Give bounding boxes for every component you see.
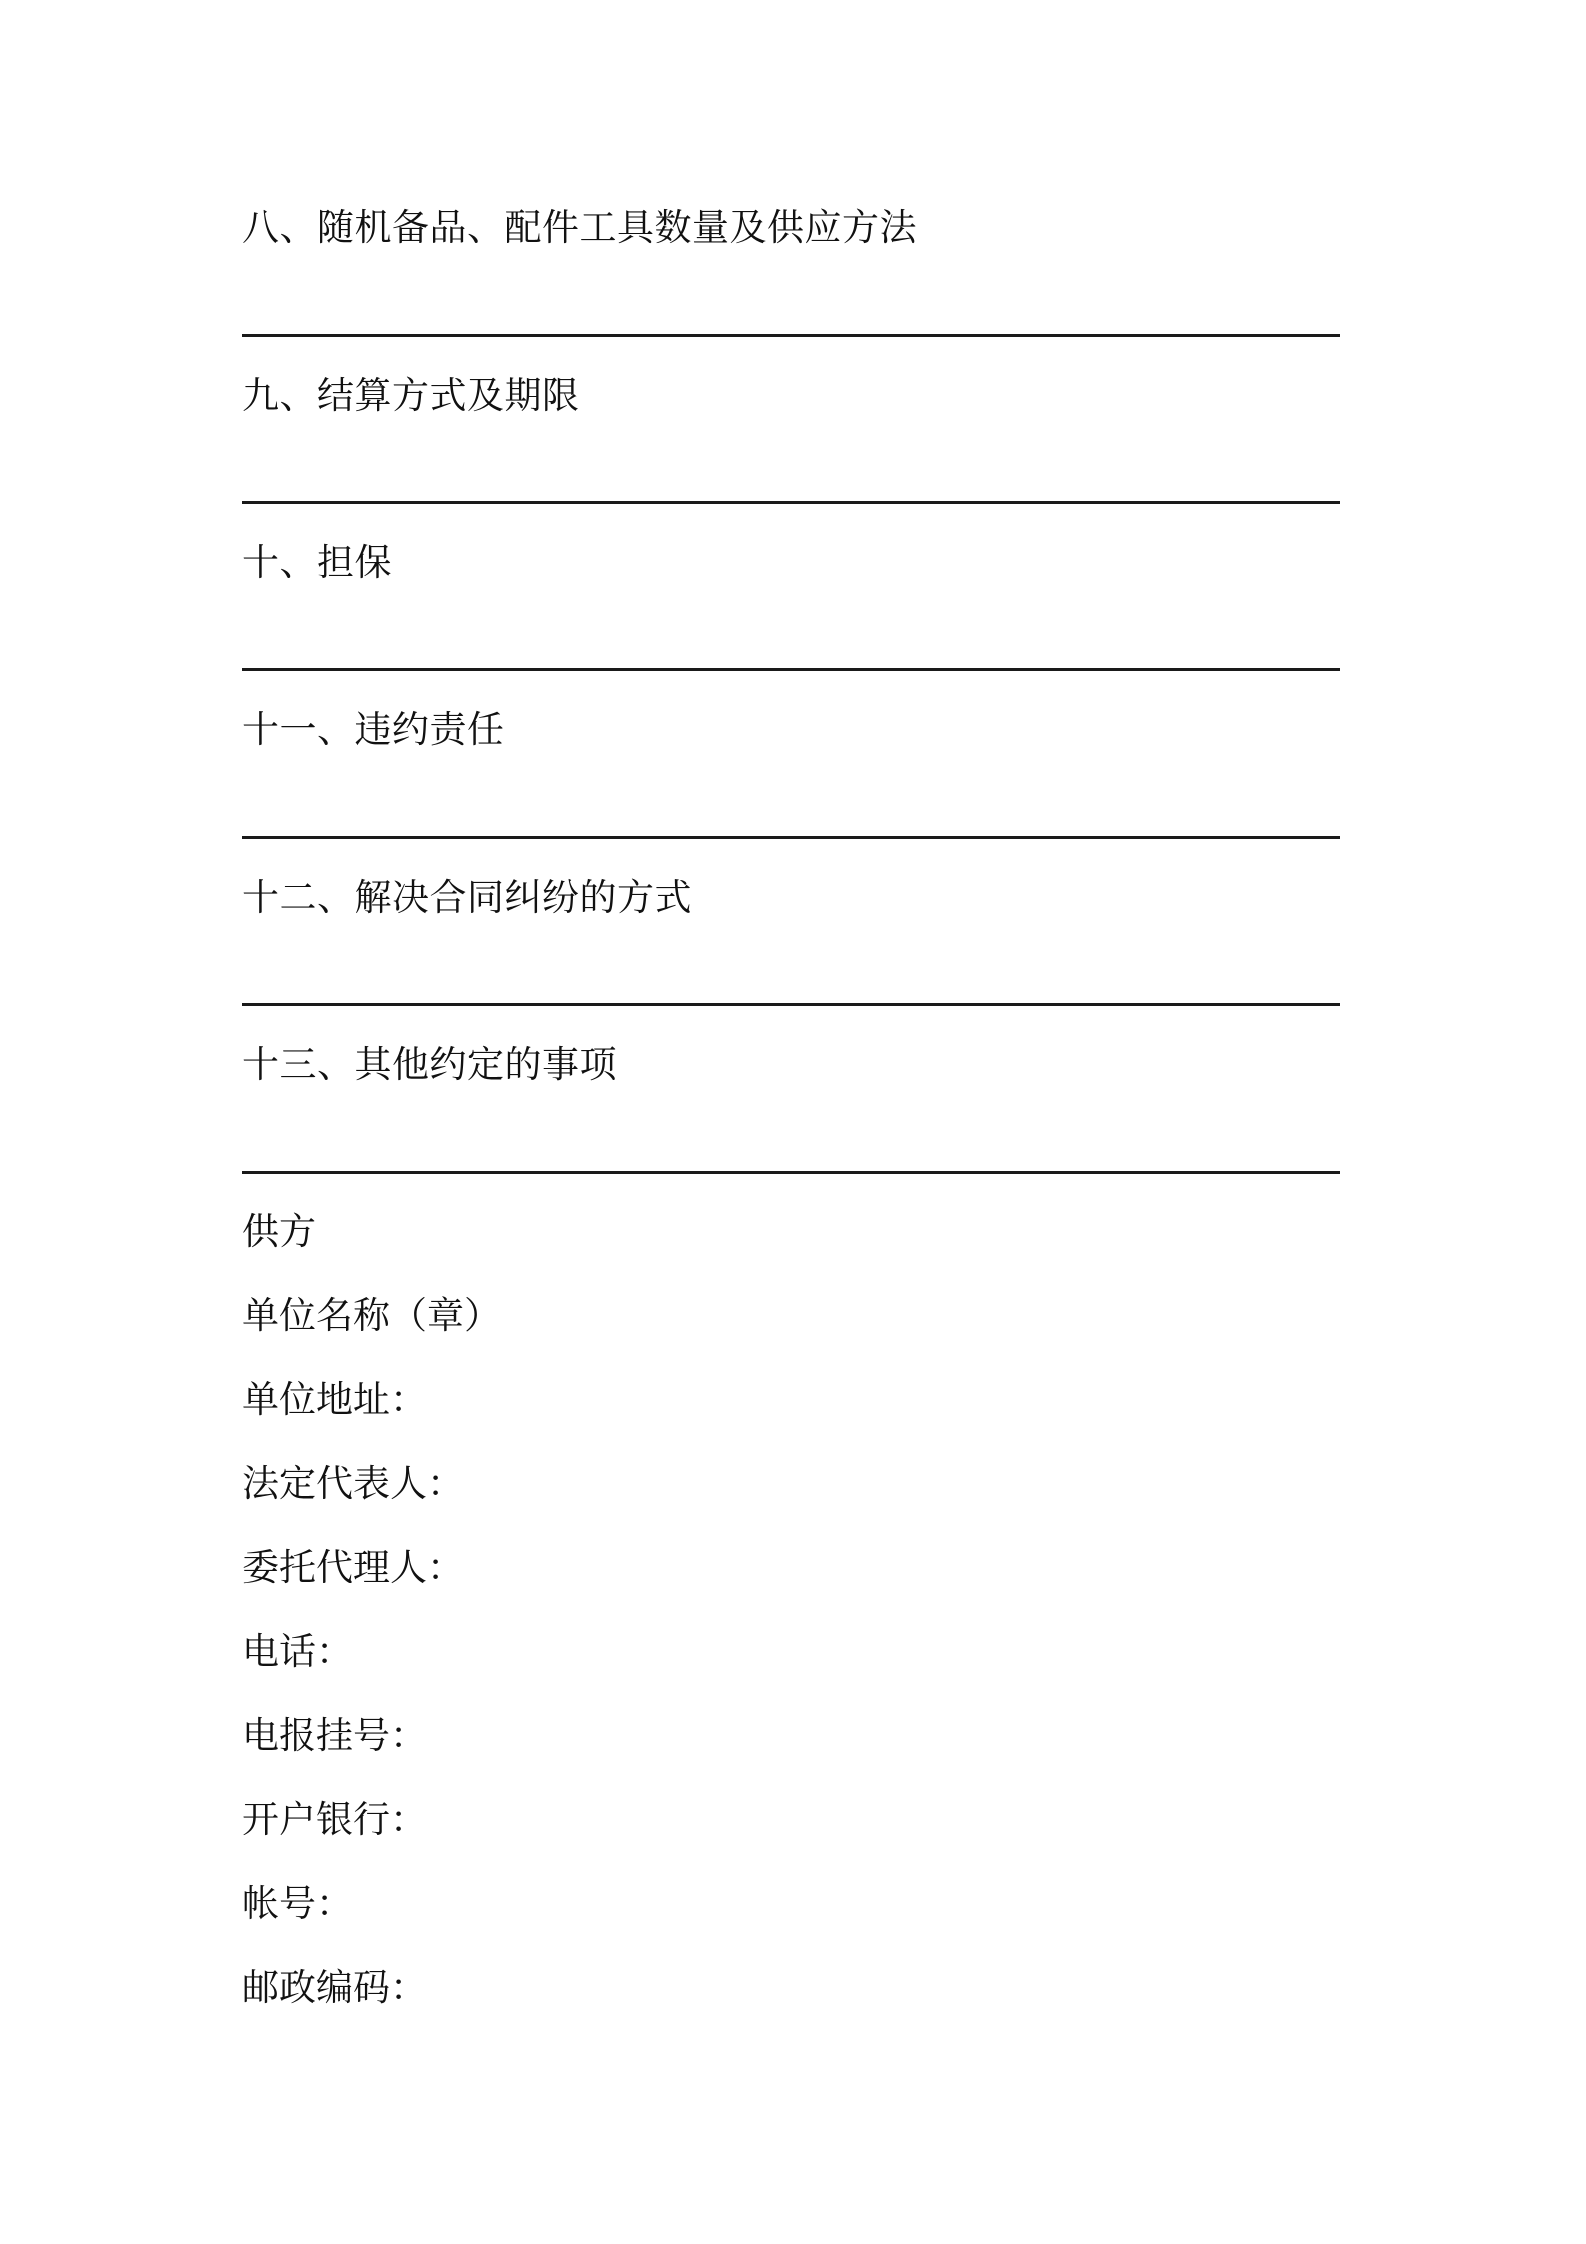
section-heading-9: 九、结算方式及期限 <box>242 374 580 417</box>
fill-line-11 <box>242 836 1340 839</box>
supplier-field-authorized-agent: 委托代理人： <box>242 1546 464 1589</box>
supplier-field-account: 帐号： <box>242 1882 353 1925</box>
supplier-field-telephone: 电话： <box>242 1630 353 1673</box>
fill-line-10 <box>242 668 1340 671</box>
section-heading-8: 八、随机备品、配件工具数量及供应方法 <box>242 206 917 249</box>
fill-line-12 <box>242 1003 1340 1006</box>
fill-line-9 <box>242 501 1340 504</box>
section-heading-10: 十、担保 <box>242 541 392 584</box>
fill-line-8 <box>242 334 1340 337</box>
supplier-field-bank: 开户银行： <box>242 1798 427 1841</box>
supplier-title: 供方 <box>242 1210 316 1253</box>
section-heading-11: 十一、违约责任 <box>242 708 505 751</box>
supplier-field-postal-code: 邮政编码： <box>242 1966 427 2009</box>
section-heading-13: 十三、其他约定的事项 <box>242 1043 617 1086</box>
supplier-field-unit-name: 单位名称（章） <box>242 1294 501 1337</box>
fill-line-13 <box>242 1171 1340 1174</box>
section-heading-12: 十二、解决合同纠纷的方式 <box>242 876 692 919</box>
supplier-field-telegraph: 电报挂号： <box>242 1714 427 1757</box>
supplier-field-unit-address: 单位地址： <box>242 1378 427 1421</box>
supplier-field-legal-representative: 法定代表人： <box>242 1462 464 1505</box>
